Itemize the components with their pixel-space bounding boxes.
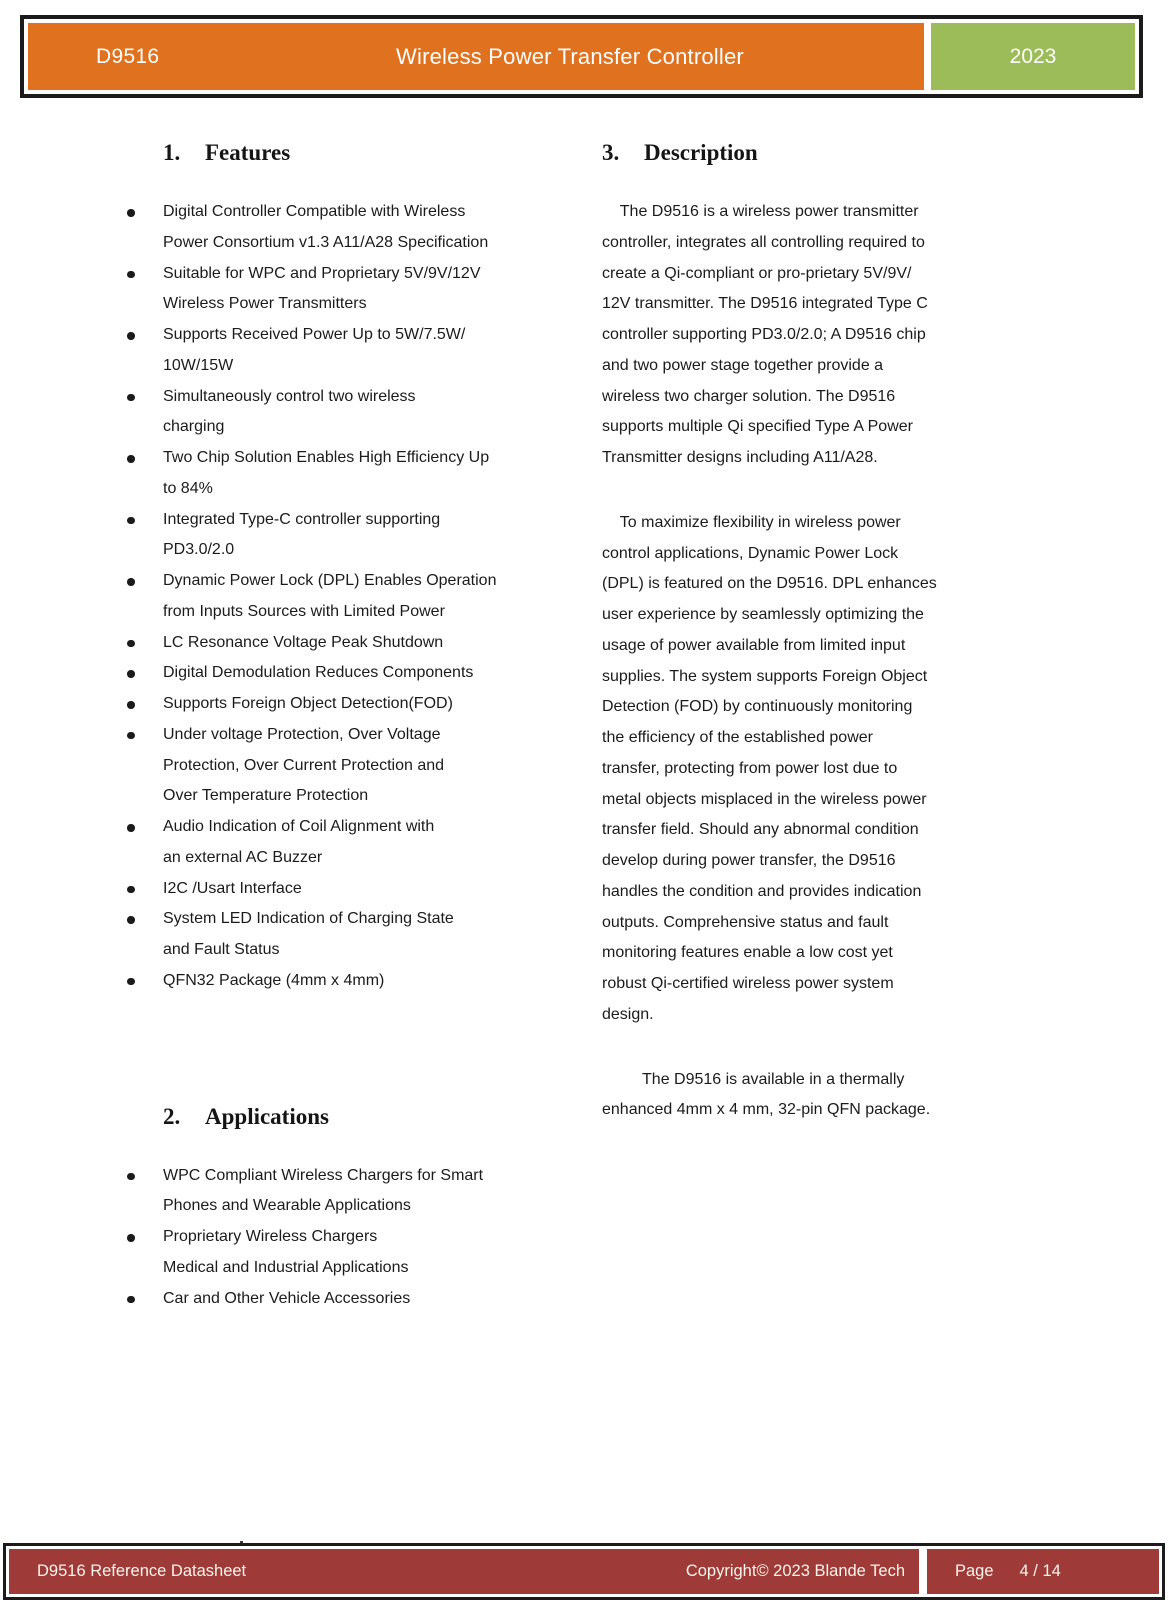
header-bar <box>28 23 924 90</box>
bullet-icon <box>127 701 135 709</box>
applications-list <box>125 1161 557 1315</box>
bullet-icon <box>127 916 135 924</box>
year-badge <box>931 23 1135 90</box>
right-column <box>602 137 994 1160</box>
footer-doc-name: D9516 Reference Datasheet <box>37 1562 247 1580</box>
bullet-icon <box>127 640 135 648</box>
page-number: 4 / 14 <box>1019 1562 1061 1580</box>
bullet-icon <box>127 209 135 217</box>
feature-item: Under voltage Protection, Over Voltage Protection, Over Current Protection and Over Temperature Protection <box>125 720 557 812</box>
year-text: 2023 <box>1009 44 1057 68</box>
bullet-icon <box>127 1234 135 1242</box>
feature-item: LC Resonance Voltage Peak Shutdown <box>125 628 557 659</box>
bullet-icon <box>127 670 135 678</box>
feature-item: I2C /Usart Interface <box>125 874 557 905</box>
description-paragraph: To maximize flexibility in wireless power control applications, Dynamic Power Lock (DPL) is featured on the D9516. DPL enhances user experience by seamlessly optimizing the usage of power available from limited input supplies. The system supports Foreign Object Detection (FOD) by continuously monitoring the efficiency of the established power transfer, protecting from power lost due to metal objects misplaced in the wireless power transfer field. Should any abnormal condition develop during power transfer, the D9516 handles the condition and provides indication outputs. Comprehensive status and fault monitoring features enable a low cost yet robust Qi-certified wireless power system design. <box>602 513 937 1023</box>
feature-item: Digital Controller Compatible with Wireless Power Consortium v1.3 A11/A28 Specification <box>125 197 557 259</box>
document-title: Wireless Power Transfer Controller <box>396 43 744 69</box>
description-heading-title: Description <box>644 140 758 165</box>
bullet-icon <box>127 517 135 525</box>
bullet-icon <box>127 886 135 894</box>
feature-item: Audio Indication of Coil Alignment with an external AC Buzzer <box>125 812 557 874</box>
footer-page-box <box>927 1549 1159 1594</box>
application-item: Proprietary Wireless Chargers Medical and Industrial Applications <box>125 1222 557 1284</box>
feature-item: Suitable for WPC and Proprietary 5V/9V/12V Wireless Power Transmitters <box>125 259 557 321</box>
bullet-icon <box>127 1173 135 1181</box>
bullet-icon <box>127 271 135 279</box>
application-item: WPC Compliant Wireless Chargers for Smart Phones and Wearable Applications <box>125 1161 557 1223</box>
header-frame <box>20 15 1143 98</box>
footer-bar <box>9 1549 919 1594</box>
bullet-icon <box>127 455 135 463</box>
features-list <box>125 197 557 997</box>
page-label: Page <box>955 1562 994 1580</box>
applications-heading <box>163 1101 557 1133</box>
footer-copyright: Copyright© 2023 Blande Tech <box>685 1562 905 1580</box>
bullet-icon <box>127 332 135 340</box>
feature-item: System LED Indication of Charging State and Fault Status <box>125 904 557 966</box>
description-paragraph: The D9516 is available in a thermally enhanced 4mm x 4 mm, 32-pin QFN package. <box>602 1070 931 1119</box>
feature-item: Dynamic Power Lock (DPL) Enables Operation from Inputs Sources with Limited Power <box>125 566 557 628</box>
feature-item: Digital Demodulation Reduces Components <box>125 658 557 689</box>
bullet-icon <box>127 732 135 740</box>
bullet-icon <box>127 394 135 402</box>
footer-frame <box>3 1543 1165 1600</box>
left-column <box>125 137 557 1314</box>
description-paragraph: The D9516 is a wireless power transmitter controller, integrates all controlling required to create a Qi-compliant or pro-prietary 5V/9V/ 12V transmitter. The D9516 integrated Type C controller supporting PD3.0/2.0; A D9516 chip and two power stage together provide a wireless two charger solution. The D9516 supports multiple Qi specified Type A Power Transmitter designs including A11/A28. <box>602 203 928 466</box>
features-heading-title: Features <box>205 140 291 165</box>
bullet-icon <box>127 578 135 586</box>
feature-item: Supports Foreign Object Detection(FOD) <box>125 689 557 720</box>
part-number: D9516 <box>96 44 160 68</box>
feature-item: Integrated Type-C controller supporting PD3.0/2.0 <box>125 505 557 567</box>
feature-item: Supports Received Power Up to 5W/7.5W/ 10W/15W <box>125 320 557 382</box>
feature-item: Two Chip Solution Enables High Efficiency Up to 84% <box>125 443 557 505</box>
applications-heading-number: 2. <box>163 1103 181 1129</box>
bullet-icon <box>127 824 135 832</box>
description-heading <box>602 137 994 169</box>
bullet-icon <box>127 1296 135 1304</box>
application-item: Car and Other Vehicle Accessories <box>125 1284 557 1315</box>
applications-heading-title: Applications <box>205 1103 329 1129</box>
features-heading <box>163 137 557 169</box>
features-heading-number: 1. <box>163 140 181 165</box>
description-heading-number: 3. <box>602 140 620 165</box>
feature-item: QFN32 Package (4mm x 4mm) <box>125 966 557 997</box>
bullet-icon <box>127 978 135 986</box>
feature-item: Simultaneously control two wireless charging <box>125 382 557 444</box>
